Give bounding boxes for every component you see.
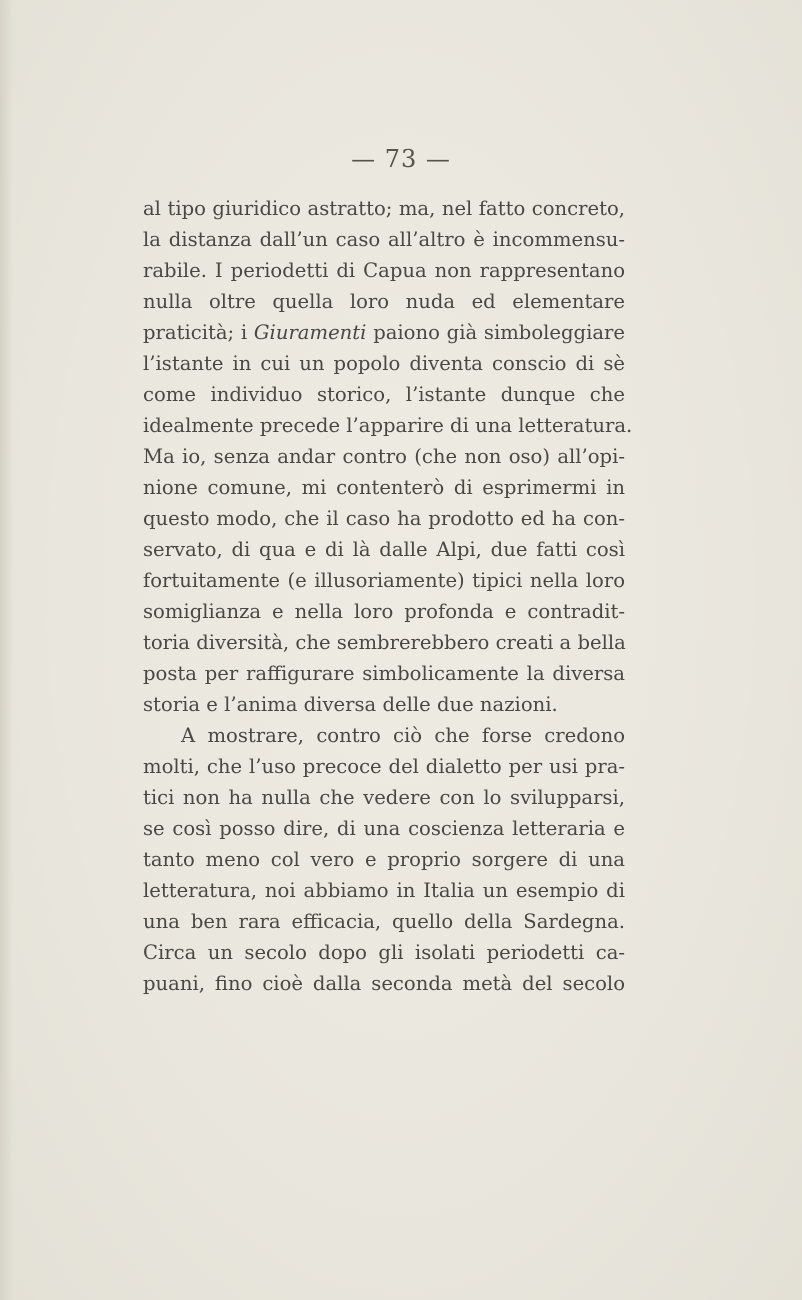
text-line: servato, di qua e di là dalle Alpi, due fatti così xyxy=(143,538,625,561)
text-line: letteratura, noi abbiamo in Italia un esempio di xyxy=(143,879,625,902)
text-line: tici non ha nulla che vedere con lo svilupparsi, xyxy=(143,786,625,809)
text-line: Ma io, senza andar contro (che non oso) all’opi- xyxy=(143,445,625,468)
italic-title: Giuramenti xyxy=(253,321,367,344)
text-line: nulla oltre quella loro nuda ed elementare xyxy=(143,290,625,313)
text-line: posta per raffigurare simbolicamente la diversa xyxy=(143,662,625,685)
text-line: l’istante in cui un popolo diventa conscio di sè xyxy=(143,352,625,375)
text-line: rabile. I periodetti di Capua non rappresentano xyxy=(143,259,625,282)
paragraph-start-line: A mostrare, contro ciò che forse credono xyxy=(181,724,625,747)
text-line: molti, che l’uso precoce del dialetto per usi pra- xyxy=(143,755,625,778)
text-line: Circa un secolo dopo gli isolati periodetti ca- xyxy=(143,941,625,964)
text-line: praticità; i Giuramenti paiono già simboleggiare xyxy=(143,321,625,344)
text-line: fortuitamente (e illusoriamente) tipici nella loro xyxy=(143,569,625,592)
text-line: tanto meno col vero e proprio sorgere di una xyxy=(143,848,625,871)
text-line: nione comune, mi contenterò di esprimermi in xyxy=(143,476,625,499)
text-line: una ben rara efficacia, quello della Sardegna. xyxy=(143,910,625,933)
text-line: puani, fino cioè dalla seconda metà del secolo xyxy=(143,972,625,995)
text-line: se così posso dire, di una coscienza letteraria e xyxy=(143,817,625,840)
text-line: al tipo giuridico astratto; ma, nel fatto concreto, xyxy=(143,197,625,220)
text-line: idealmente precede l’apparire di una letteratura. xyxy=(143,414,633,437)
text-line: toria diversità, che sembrerebbero creati a bella xyxy=(143,631,626,654)
page-number: — 73 — xyxy=(351,145,451,173)
text-line: come individuo storico, l’istante dunque che xyxy=(143,383,625,406)
text-line: storia e l’anima diversa delle due nazioni. xyxy=(143,693,558,716)
page-edge-shadow xyxy=(0,0,14,1300)
body-text xyxy=(143,193,633,999)
text-line: la distanza dall’un caso all’altro è incommensu- xyxy=(143,228,625,251)
text-line: questo modo, che il caso ha prodotto ed ha con- xyxy=(143,507,625,530)
text-line: somiglianza e nella loro profonda e contradit- xyxy=(143,600,625,623)
